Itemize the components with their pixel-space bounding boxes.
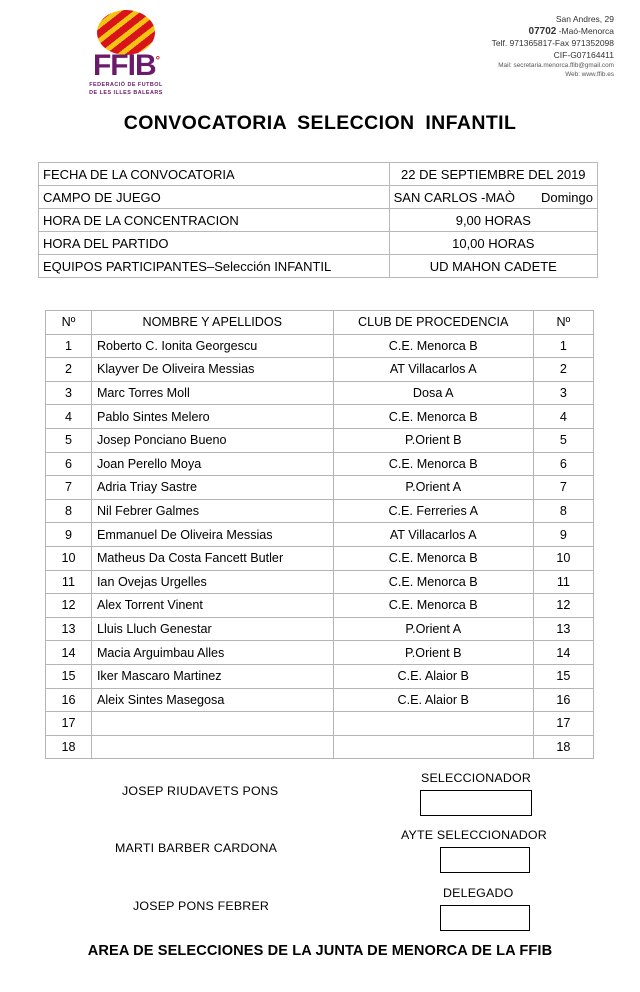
cell-number-right: 6: [533, 452, 593, 476]
cell-number-left: 1: [46, 334, 92, 358]
cell-player-name: Iker Mascaro Martinez: [91, 664, 333, 688]
cell-player-name: Josep Ponciano Bueno: [91, 428, 333, 452]
signature-name-delegado: JOSEP PONS FEBRER: [133, 899, 270, 913]
cell-number-right: 2: [533, 358, 593, 382]
cell-club: P.Orient B: [333, 428, 533, 452]
column-header-club: CLUB DE PROCEDENCIA: [333, 311, 533, 335]
cell-player-name: Joan Perello Moya: [91, 452, 333, 476]
table-row: [39, 186, 598, 209]
info-value-fecha: 22 DE SEPTIEMBRE DEL 2019: [389, 163, 597, 186]
info-value-partido: 10,00 HORAS: [389, 232, 597, 255]
table-row: [46, 405, 594, 429]
cell-number-right: 15: [533, 664, 593, 688]
convocation-info-table: [38, 162, 598, 278]
logo-subtitle-line1: FEDERACIÓ DE FUTBOL: [89, 81, 163, 88]
info-value-campo-text: SAN CARLOS -MAÒ: [393, 189, 515, 205]
federation-address: [492, 14, 614, 80]
info-value-concentracion: 9,00 HORAS: [389, 209, 597, 232]
cell-number-right: 5: [533, 428, 593, 452]
logo-registered-icon: °: [155, 55, 160, 67]
table-row: [46, 664, 594, 688]
signature-box-seleccionador[interactable]: [420, 790, 532, 816]
table-row: [46, 476, 594, 500]
cell-player-name: Emmanuel De Oliveira Messias: [91, 523, 333, 547]
cell-number-right: 4: [533, 405, 593, 429]
address-line-city: [492, 25, 614, 38]
cell-number-right: 10: [533, 546, 593, 570]
cell-club: [333, 712, 533, 736]
cell-club: C.E. Ferreries A: [333, 499, 533, 523]
table-row: [46, 617, 594, 641]
info-label-partido: HORA DEL PARTIDO: [39, 232, 390, 255]
info-label-campo: CAMPO DE JUEGO: [39, 186, 390, 209]
cell-club: C.E. Menorca B: [333, 334, 533, 358]
cell-club: Dosa A: [333, 381, 533, 405]
cell-club: C.E. Alaior B: [333, 688, 533, 712]
signature-role-delegado: DELEGADO: [443, 886, 514, 900]
cell-club: P.Orient B: [333, 641, 533, 665]
cell-club: AT Villacarlos A: [333, 358, 533, 382]
cell-player-name: Adria Triay Sastre: [91, 476, 333, 500]
cell-number-left: 5: [46, 428, 92, 452]
info-value-campo-day: Domingo: [540, 189, 593, 205]
table-row: [39, 232, 598, 255]
cell-number-right: 1: [533, 334, 593, 358]
cell-player-name: Marc Torres Moll: [91, 381, 333, 405]
table-row: [46, 641, 594, 665]
logo-wordmark-text: FFIB: [92, 49, 156, 82]
cell-player-name: Roberto C. Ionita Georgescu: [91, 334, 333, 358]
address-postcode: 07702: [528, 26, 557, 38]
table-row: [46, 452, 594, 476]
cell-number-left: 14: [46, 641, 92, 665]
table-row: [39, 163, 598, 186]
cell-number-right: 16: [533, 688, 593, 712]
cell-number-left: 7: [46, 476, 92, 500]
cell-number-right: 9: [533, 523, 593, 547]
cell-number-left: 9: [46, 523, 92, 547]
cell-club: AT Villacarlos A: [333, 523, 533, 547]
logo-wordmark: [92, 49, 160, 82]
signature-box-delegado[interactable]: [440, 905, 530, 931]
cell-club: C.E. Menorca B: [333, 594, 533, 618]
cell-number-left: 4: [46, 405, 92, 429]
address-line-street: San Andres, 29: [555, 14, 614, 24]
cell-club: P.Orient A: [333, 476, 533, 500]
signature-name-seleccionador: JOSEP RIUDAVETS PONS: [122, 784, 279, 798]
info-value-campo: [389, 186, 597, 209]
cell-club: C.E. Alaior B: [333, 664, 533, 688]
cell-player-name: Alex Torrent Vinent: [91, 594, 333, 618]
cell-club: C.E. Menorca B: [333, 570, 533, 594]
cell-number-right: 13: [533, 617, 593, 641]
cell-club: P.Orient A: [333, 617, 533, 641]
table-row: [46, 594, 594, 618]
cell-number-right: 14: [533, 641, 593, 665]
cell-number-left: 17: [46, 712, 92, 736]
cell-player-name: [91, 712, 333, 736]
cell-player-name: Klayver De Oliveira Messias: [91, 358, 333, 382]
cell-player-name: [91, 735, 333, 759]
cell-player-name: Matheus Da Costa Fancett Butler: [91, 546, 333, 570]
cell-player-name: Lluis Lluch Genestar: [91, 617, 333, 641]
cell-number-right: 11: [533, 570, 593, 594]
player-roster-table: [45, 310, 594, 759]
column-header-name: NOMBRE Y APELLIDOS: [91, 311, 333, 335]
cell-number-left: 8: [46, 499, 92, 523]
info-label-equipos: EQUIPOS PARTICIPANTES–Selección INFANTIL: [39, 255, 390, 278]
ffib-logo: [66, 10, 186, 98]
logo-subtitle-line2: DE LES ILLES BALEARS: [89, 90, 163, 97]
table-row: [46, 523, 594, 547]
cell-number-right: 12: [533, 594, 593, 618]
table-row: [39, 255, 598, 278]
signature-name-ayte: MARTI BARBER CARDONA: [115, 841, 278, 855]
column-header-number-right: Nº: [533, 311, 593, 335]
cell-player-name: Macia Arguimbau Alles: [91, 641, 333, 665]
table-row: [46, 381, 594, 405]
table-row: [46, 334, 594, 358]
cell-player-name: Pablo Sintes Melero: [91, 405, 333, 429]
cell-club: C.E. Menorca B: [333, 546, 533, 570]
table-header-row: [46, 311, 594, 335]
cell-club: C.E. Menorca B: [333, 405, 533, 429]
address-line-cif: CIF-G07164411: [553, 49, 614, 60]
table-row: [46, 735, 594, 759]
signature-box-ayte[interactable]: [440, 847, 530, 873]
cell-number-left: 11: [46, 570, 92, 594]
cell-number-left: 2: [46, 358, 92, 382]
table-row: [46, 358, 594, 382]
table-row: [46, 428, 594, 452]
cell-number-right: 3: [533, 381, 593, 405]
player-rows-body: [46, 334, 594, 759]
page-title: CONVOCATORIA SELECCION INFANTIL: [123, 112, 517, 134]
column-header-number-left: Nº: [46, 311, 92, 335]
signature-role-seleccionador: SELECCIONADOR: [421, 771, 532, 785]
table-row: [46, 570, 594, 594]
document-header: [0, 0, 640, 100]
signature-area: [0, 765, 640, 925]
cell-number-left: 6: [46, 452, 92, 476]
info-value-equipos: UD MAHON CADETE: [389, 255, 597, 278]
address-line-phone: Telf. 971365817-Fax 971352098: [491, 38, 614, 49]
cell-number-right: 7: [533, 476, 593, 500]
cell-number-left: 12: [46, 594, 92, 618]
cell-number-left: 13: [46, 617, 92, 641]
cell-club: C.E. Menorca B: [333, 452, 533, 476]
document-footer: AREA DE SELECCIONES DE LA JUNTA DE MENORCA DE LA FFIB: [87, 943, 553, 959]
cell-number-left: 15: [46, 664, 92, 688]
table-row: [46, 546, 594, 570]
address-city-name: -Maó-Menorca: [556, 26, 614, 37]
cell-player-name: Ian Ovejas Urgelles: [91, 570, 333, 594]
address-line-web: Web: www.ffib.es: [565, 71, 614, 79]
table-row: [39, 209, 598, 232]
cell-player-name: Nil Febrer Galmes: [91, 499, 333, 523]
cell-number-left: 10: [46, 546, 92, 570]
cell-number-right: 18: [533, 735, 593, 759]
table-row: [46, 688, 594, 712]
table-row: [46, 712, 594, 736]
signature-role-ayte: AYTE SELECCIONADOR: [401, 828, 547, 842]
info-label-fecha: FECHA DE LA CONVOCATORIA: [39, 163, 390, 186]
cell-club: [333, 735, 533, 759]
table-row: [46, 499, 594, 523]
info-label-concentracion: HORA DE LA CONCENTRACION: [39, 209, 390, 232]
cell-number-left: 16: [46, 688, 92, 712]
address-line-mail: Mail: secretaria.menorca.ffib@gmail.com: [498, 61, 614, 69]
cell-number-left: 3: [46, 381, 92, 405]
cell-number-right: 17: [533, 712, 593, 736]
cell-number-left: 18: [46, 735, 92, 759]
cell-player-name: Aleix Sintes Masegosa: [91, 688, 333, 712]
cell-number-right: 8: [533, 499, 593, 523]
